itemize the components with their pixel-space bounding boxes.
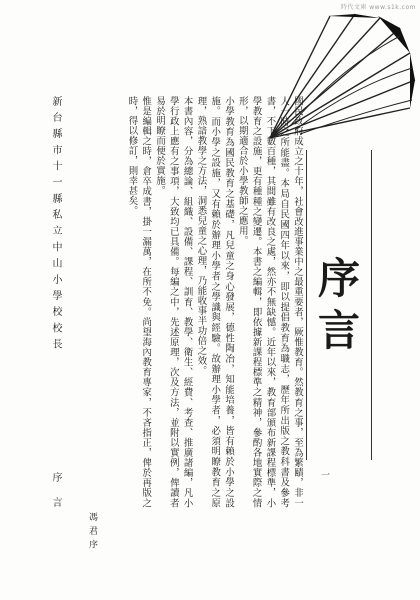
title-box: [306, 150, 372, 460]
author-signature: 馮 君 序: [87, 512, 97, 550]
paragraph: 惟是編輯之時，倉卒成書，掛一漏萬，在所不免。尚望海內教育專家，不吝指正，俾於再版之時，得以修訂，則幸甚矣。: [126, 96, 152, 508]
paragraph: 本書內容，分為總論、組織、設備、課程、訓育、教學、衛生、經費、考查、推廣諸編，凡小學行政上應有之事項，大致均已具備。每編之中，先述原理，次及方法，並附以實例，俾讀者易於明瞭而便於實施。: [154, 96, 193, 508]
paragraph: 國民政府成立之十年，社會改進事業中之最重要者，厥惟教育。然教育之事，至為繁賾，非一人一時之所能盡。本局自民國四年以來，即以提倡教育為職志，歷年所出版之教科書及參考書，不下數百種，其間雖有改良之處，然亦不無缺憾。近年以來，教育部頒布新課程標準，小學教育之設施，更有種種之變遷。本書之編輯，即依據新課程標準之精神，參酌各地實際之情形，以期適合於小學教師之應用。: [236, 96, 303, 508]
title-char-2: 言: [317, 306, 360, 355]
page-number: 一: [319, 470, 329, 481]
section-label-footer: 序 言: [50, 472, 61, 514]
paragraph: 小學教育為國民教育之基礎，凡兒童之身心發展，德性陶冶，知能培養，皆有賴於小學之設施。而小學之設施，又有賴於辦理小學者之學識與經驗。故辦理小學者，必須明瞭教育之原理，熟諳教學之方法，洞悉兒童之心理，乃能收事半功倍之效。: [195, 96, 235, 508]
title-char-1: 序: [317, 253, 360, 303]
book-title-footer: 新 台 縣 市 十 一 縣 私 立 中 山 小 學 校 校 長: [50, 96, 61, 351]
preface-body: [82, 96, 304, 508]
watermark: 時代文庫 www.s1k.com: [340, 4, 416, 11]
